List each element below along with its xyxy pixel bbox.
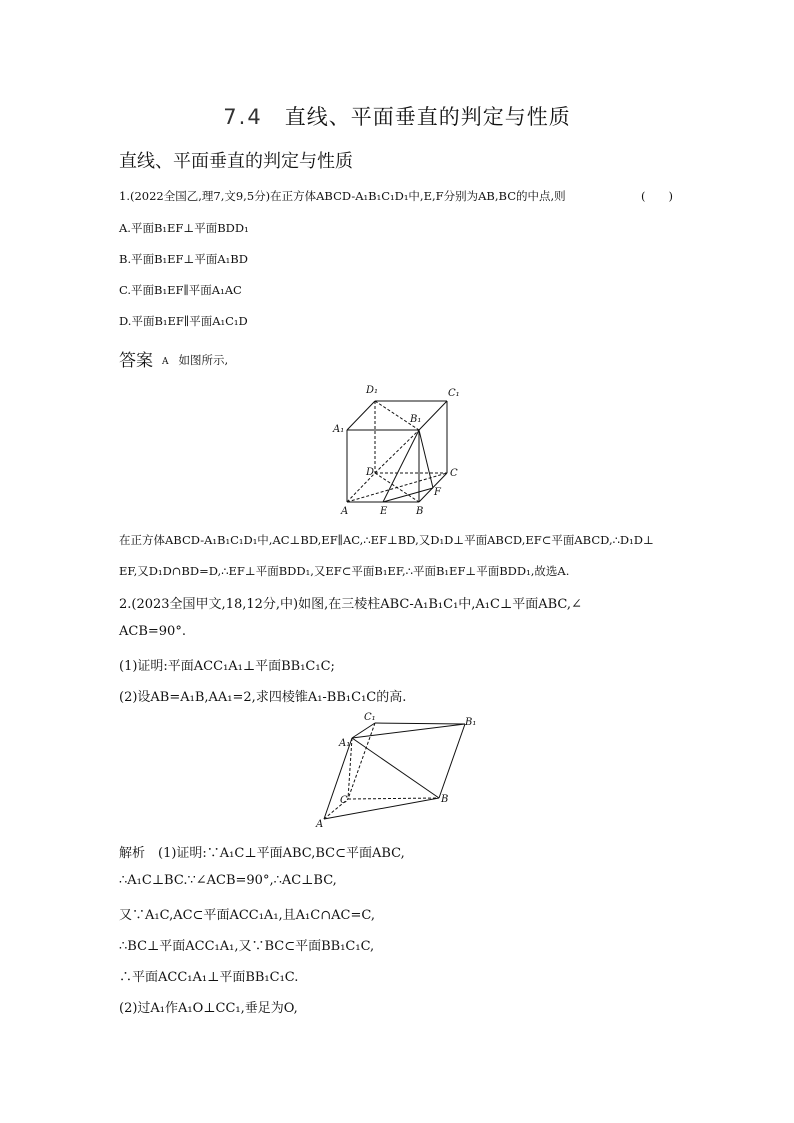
prism-figure	[312, 706, 492, 834]
q1-explanation-line-2: EF,又D₁D∩BD=D,∴EF⊥平面BDD₁,又EF⊂平面B₁EF,∴平面B₁EF⊥平面BDD₁,故选A.	[119, 564, 570, 578]
q1-answer-paren: ( )	[641, 189, 673, 203]
q2-solution-line-1: 解析 (1)证明:∵A₁C⊥平面ABC,BC⊂平面ABC,	[119, 846, 405, 861]
cube-label-d1: D₁	[366, 385, 379, 396]
cube-label-c1: C₁	[448, 388, 460, 399]
cube-label-d: D	[366, 467, 375, 478]
q1-stem: 1.(2022全国乙,理7,文9,5分)在正方体ABCD-A₁B₁C₁D₁中,E,F分别为AB,BC的中点,则	[119, 189, 566, 203]
prism-label-b1: B₁	[465, 717, 477, 728]
prism-label-a1: A₁	[339, 738, 351, 749]
answer-label: 答案	[119, 351, 153, 371]
section-heading: 直线、平面垂直的判定与性质	[119, 151, 353, 172]
q2-part-1: (1)证明:平面ACC₁A₁⊥平面BB₁C₁C;	[119, 659, 335, 674]
cube-label-b1: B₁	[410, 414, 422, 425]
cube-label-e: E	[380, 506, 388, 517]
cube-label-a1: A₁	[333, 424, 345, 435]
title-number: 7.4	[223, 105, 263, 129]
cube-label-a: A	[341, 506, 349, 517]
answer-text: 如图所示,	[178, 353, 229, 367]
prism-label-c1: C₁	[364, 712, 376, 723]
q2-stem-line-1: 2.(2023全国甲文,18,12分,中)如图,在三棱柱ABC-A₁B₁C₁中,A₁C⊥平面ABC,∠	[119, 597, 582, 612]
answer-line	[162, 352, 228, 368]
q1-explanation-line-1: 在正方体ABCD-A₁B₁C₁D₁中,AC⊥BD,EF∥AC,∴EF⊥BD,又D₁D⊥平面ABCD,EF⊂平面ABCD,∴D₁D⊥	[119, 533, 654, 547]
answer-letter: A	[162, 357, 169, 367]
q2-solution-line-4: ∴BC⊥平面ACC₁A₁,又∵BC⊂平面BB₁C₁C,	[119, 939, 375, 954]
cube-figure	[330, 378, 470, 518]
cube-label-f: F	[434, 487, 441, 498]
q1-option-c: C.平面B₁EF∥平面A₁AC	[119, 283, 242, 297]
title-text: 直线、平面垂直的判定与性质	[284, 105, 571, 129]
q1-option-b: B.平面B₁EF⊥平面A₁BD	[119, 252, 248, 266]
cube-label-b: B	[416, 506, 424, 517]
prism-label-c: C	[340, 795, 348, 806]
q2-solution-line-6: (2)过A₁作A₁O⊥CC₁,垂足为O,	[119, 1001, 298, 1016]
q2-stem-line-2: ACB=90°.	[119, 624, 186, 639]
q2-part-2: (2)设AB=A₁B,AA₁=2,求四棱锥A₁-BB₁C₁C的高.	[119, 690, 407, 705]
prism-label-b: B	[441, 794, 449, 805]
q2-solution-line-5: ∴平面ACC₁A₁⊥平面BB₁C₁C.	[119, 970, 299, 985]
q2-solution-line-3: 又∵A₁C,AC⊂平面ACC₁A₁,且A₁C∩AC=C,	[119, 908, 375, 923]
q1-option-a: A.平面B₁EF⊥平面BDD₁	[119, 221, 249, 235]
q1-option-d: D.平面B₁EF∥平面A₁C₁D	[119, 314, 248, 328]
prism-label-a: A	[316, 819, 324, 830]
q2-solution-line-2: ∴A₁C⊥BC.∵∠ACB=90°,∴AC⊥BC,	[119, 873, 337, 888]
page-title	[0, 101, 794, 131]
cube-label-c: C	[450, 468, 458, 479]
